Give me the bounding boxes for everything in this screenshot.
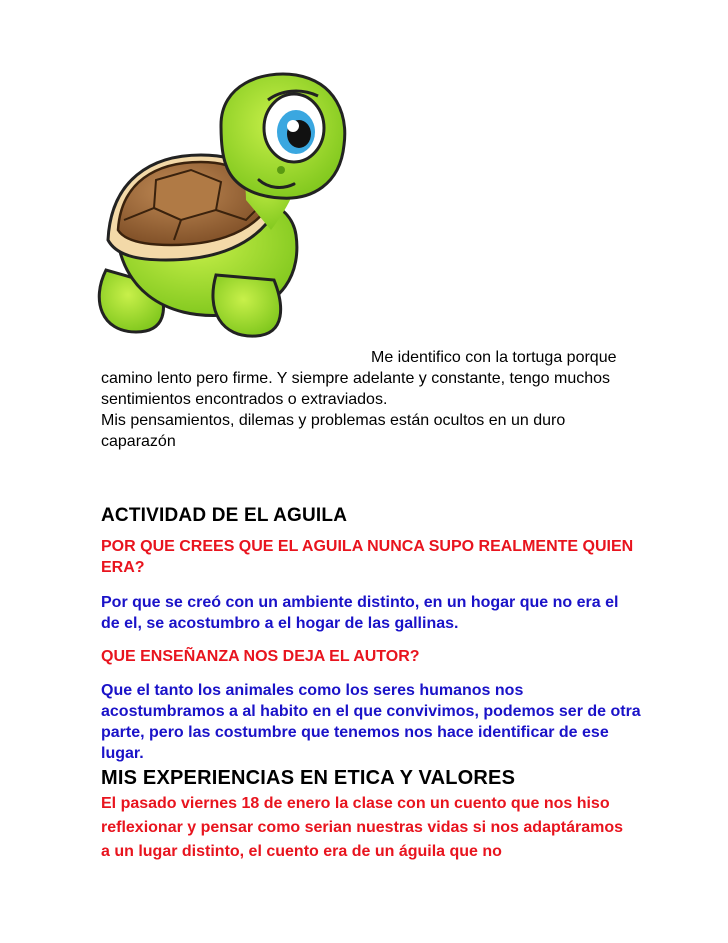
question-1: POR QUE CREES QUE EL AGUILA NUNCA SUPO REALMENTE QUIEN ERA? [101, 538, 634, 576]
answer-2: Que el tanto los animales como los seres humanos nos acostumbramos a al habito en el que convivimos, podemos ser de otra parte, pero las costumbre que tenemos nos hace identificar de ese lugar. [101, 682, 641, 762]
experiences-title: MIS EXPERIENCIAS EN ETICA Y VALORES [101, 767, 516, 789]
caption-paragraph [101, 347, 641, 452]
activity-title: ACTIVIDAD DE EL AGUILA [101, 505, 348, 526]
answer-1: Por que se creó con un ambiente distinto, en un hogar que no era el de el, se acostumbro a el hogar de las gallinas. [101, 594, 619, 632]
experiences-body: El pasado viernes 18 de enero la clase con un cuento que nos hiso reflexionar y pensar como serian nuestras vidas si nos adaptáramos a un lugar distinto, el cuento era de un águila que no [101, 795, 623, 860]
question-2: QUE ENSEÑANZA NOS DEJA EL AUTOR? [101, 648, 420, 665]
caption-rest: camino lento pero firme. Y siempre adelante y constante, tengo muchos sentimientos encontrados o extraviados. [101, 370, 611, 408]
caption-second: Mis pensamientos, dilemas y problemas están ocultos en un duro caparazón [101, 412, 566, 450]
turtle-illustration [96, 70, 348, 340]
caption-first-line: Me identifico con la tortuga porque [371, 349, 617, 366]
